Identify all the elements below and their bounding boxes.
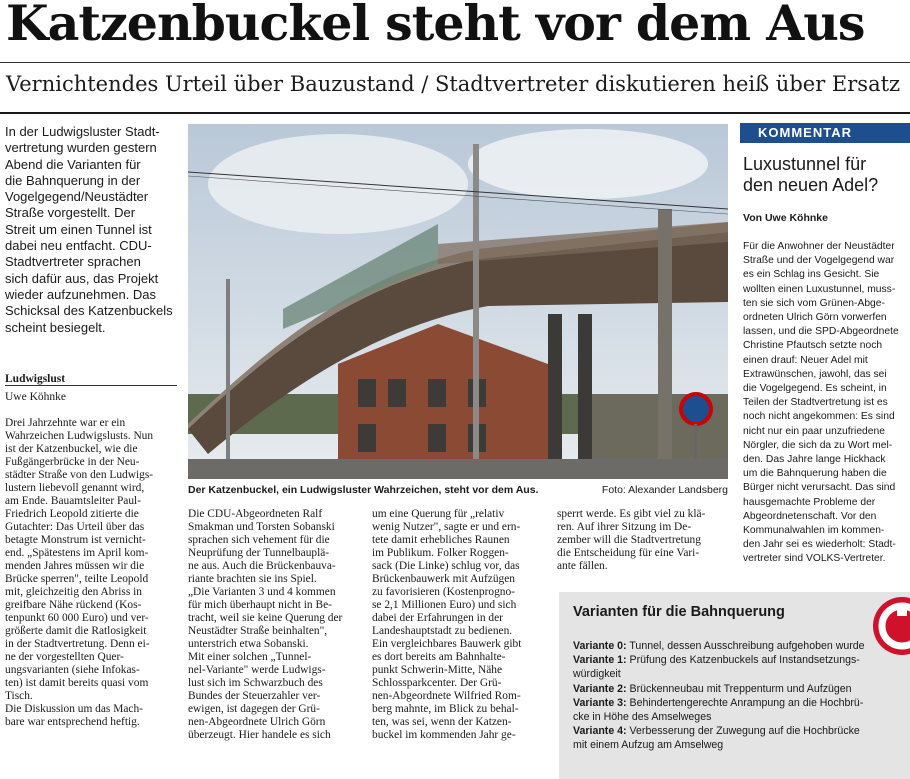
text-line: größerte damit die Ratlosigkeit [5,625,147,637]
kommentar-title [743,154,878,196]
lead-line: Abend die Varianten für [5,156,141,172]
variant-text: Prüfung des Katzenbuckels auf Instandsetzungs- [629,654,860,667]
text-line: Neuprüfung der Tunnelbauplä- [188,547,330,559]
text-line: Kommunalwahlen im kommen- [743,525,885,537]
headline: Katzenbuckel steht vor dem Aus [6,0,865,52]
lead-line: Straße vorgestellt. Der [5,205,136,221]
kommentar-badge: KOMMENTAR [740,123,910,143]
text-line: am Ende. Bauamtsleiter Paul- [5,495,142,507]
text-line: Christine Pfautsch setzte noch [743,340,883,352]
variant-label: Variante 0: [573,640,627,652]
text-line: ne der vorgestellten Quer- [5,651,124,663]
text-line: Drei Jahrzehnte war er ein [5,417,126,429]
text-line: hausgemachte Probleme der [743,496,876,508]
text-line: se 2,1 Millionen Euro) und sich [372,599,517,611]
lead-line: wieder aufzunehmen. Das [5,286,157,302]
variant-text: Behindertengerechte Anrampung an die Hochbrü- [629,696,864,709]
text-line: um eine Querung für „relativ [372,508,505,520]
text-line: „Die Varianten 3 und 4 kommen [188,586,336,598]
text-line: Extrawünschen, jawohl, das sei [743,368,887,380]
text-line: end. „Spätestens im April kom- [5,547,149,559]
lead-line: die Bahnquerung in der [5,172,141,188]
text-line: Teilen der Stadtvertretung ist es [743,397,888,409]
variant-text-cont: würdigkeit [573,668,621,681]
text-line: zember will die Stadtvertretung [557,534,701,546]
text-line: buckel im kommenden Jahr ge- [372,729,516,741]
text-line: Die Diskussion um das Mach- [5,703,143,715]
text-line: punkt Schwerin-Mitte, Nähe [372,664,503,676]
variant-list [573,639,909,753]
article-column-2 [188,508,360,742]
text-line: noch nicht angekommen: Es sind [743,411,895,423]
text-line: Mit einer solchen „Tunnel- [188,651,312,663]
text-line: ten sie sich vom Grünen-Abge- [743,297,885,309]
lead-line: Streit um einen Tunnel ist [5,221,152,237]
article-column-4 [557,508,729,573]
text-line: mit, gleichzeitig den Abriss in [5,586,142,598]
text-line: lustern liebevoll genannt wird, [5,482,145,494]
text-line: sack (Die Linke) schlug vor, das [372,560,520,572]
text-line: die Vogelgegend. Es scheint, in [743,383,887,395]
text-line: ten, was sei, wenn der Katzen- [372,716,512,728]
text-line: es dort bereits am Bahnhalte- [372,651,506,663]
article-column-3 [372,508,544,742]
text-line: überzeugt. Hier handele es sich [188,729,331,741]
text-line: ren. Auf ihrer Sitzung im De- [557,521,692,533]
photo-credit: Foto: Alexander Landsberg [601,484,728,496]
lead-line: dabei neu entfacht. CDU- [5,238,152,254]
text-line: ungsvarianten (siehe Infokas- [5,664,140,676]
text-line: den. Das Jahre lange Hickhack [743,454,886,466]
text-line: zu favorisieren (Kostenprogno- [372,586,515,598]
text-line: Schlossparkcenter. Der Grü- [372,677,502,689]
text-line: um die Bahnquerung haben die [743,468,887,480]
caption-text: Der Katzenbuckel, ein Ludwigsluster Wahrzeichen, steht vor dem Aus. [188,484,539,496]
text-line: tenpunkt 60 000 Euro) und ver- [5,612,149,624]
text-line: sprachen sich vehement für die [188,534,330,546]
text-line: ne aus. Auch die Brückenbauva- [188,560,336,572]
text-line: betagte Monstrum ist vernicht- [5,534,146,546]
byline-place: Ludwigslust [5,373,66,385]
text-line: sperrt werde. Es gibt viel zu klä- [557,508,706,520]
text-line: einen drauf: Neuer Adel mit [743,354,868,366]
kommentar-body [743,240,910,567]
variant-label: Variante 2: [573,682,627,695]
text-line: Bundes der Steuerzahler ver- [188,690,321,702]
photo-caption [188,484,728,496]
text-line: Landeshauptstadt zu bedienen. [372,625,513,637]
text-line: Straße und der Vogelgegend war [743,255,895,267]
text-line: riante brachten sie ins Spiel. [188,573,317,585]
text-line: Tisch. [5,690,33,702]
text-line: Die CDU-Abgeordneten Ralf [188,508,323,520]
lead-line: Schicksal des Katzenbuckels [5,303,173,319]
variant-text-cont: mit einem Aufzug am Amselweg [573,739,724,752]
subhead-rule [0,112,910,114]
text-line: lassen, und die SPD-Abgeordnete [743,326,899,338]
variant-item [573,682,909,696]
kommentar-title-line: den neuen Adel? [743,175,879,195]
variant-text: Tunnel, dessen Ausschreibung aufgehoben wurde [629,640,865,652]
byline-rule [5,385,177,386]
text-line: greifbare Nähe rückend (Kos- [5,599,142,611]
variant-label: Variante 3: [573,696,627,709]
text-line: vertreter sind VOLKS-Vertreter. [743,553,886,565]
text-line: tete damit erhebliches Raunen [372,534,510,546]
text-line: Friedrich Leopold zitierte die [5,508,139,520]
text-line: Brückenbauwerk mit Aufzügen [372,573,515,585]
lead-line: scheint besiegelt. [5,319,106,335]
text-line: Für die Anwohner der Neustädter [743,241,895,252]
text-line: wollten einen Luxustunnel, muss- [743,283,896,295]
text-line: für mich überhaupt nicht in Be- [188,599,332,611]
variant-text: Brückenneubau mit Treppenturm und Aufzügen [629,682,852,695]
lead-line: Vogelgegend/Neustädter [5,189,149,205]
lead-line: In der Ludwigsluster Stadt- [5,124,160,139]
text-line: Nörgler, die sich da zu Wort mel- [743,439,893,451]
text-line: Wahrzeichen Ludwigslusts. Nun [5,430,154,442]
text-line: nel-Variante" werde Ludwigs- [188,664,326,676]
text-line: nicht nur ein paar unzufriedene [743,425,885,437]
text-line: in der Stadtvertretung. Denn ei- [5,638,150,650]
variant-item [573,724,909,752]
text-line: ten) ist damit bereits quasi vom [5,677,149,689]
text-line: dabei der Erfahrungen in der [372,612,503,624]
article-column-1 [5,417,173,729]
kommentar-title-line: Luxustunnel für [743,154,867,174]
variant-label: Variante 1: [573,654,627,667]
text-line: menden Jahres müssen wir die [5,560,145,572]
byline-author: Uwe Köhnke [5,391,66,403]
subheadline: Vernichtendes Urteil über Bauzustand / Stadtvertreter diskutieren heiß über Ersatz [6,72,901,96]
text-line: Brücke sperren", teilte Leopold [5,573,149,585]
text-line: Bürger nicht verursacht. Das sind [743,482,896,494]
text-line: ewigen, ist dagegen der Grü- [188,703,320,715]
text-line: Ein vergleichbares Bauwerk gibt [372,638,522,650]
text-line: Abgeordnetenschaft. Vor den [743,510,877,522]
text-line: bare war entsprechend heftig. [5,716,140,728]
text-line: es ein Schlag ins Gesicht. Sie [743,269,880,281]
bridge-photo [188,124,728,479]
variant-text-cont: cke in Höhe des Amselweges [573,711,712,724]
text-line: nen-Abgeordnete Ulrich Görn [188,716,326,728]
lead-line: Stadtvertreter sprachen [5,254,141,270]
text-line: tracht, weil sie keine Querung der [188,612,343,624]
info-box-title: Varianten für die Bahnquerung [573,604,785,620]
text-line: Neustädter Straße beinhalten", [188,625,328,637]
text-line: den Jahr sei es wiederholt: Stadt- [743,539,896,551]
variant-label: Variante 4: [573,725,627,738]
variant-text: Verbesserung der Zuwegung auf die Hochbrücke [629,725,860,738]
text-line: ante fällen. [557,560,608,572]
text-line: Gutachter: Das Urteil über das [5,521,145,533]
text-line: wenig Nutzer", sagte er und ern- [372,521,521,533]
text-line: die Entscheidung für eine Vari- [557,547,700,559]
text-line: ordneten Ulrich Görn vorwerfen [743,312,887,324]
headline-rule [0,62,910,63]
lead-paragraph [5,124,177,336]
text-line: lust sich im Schwarzbuch des [188,677,323,689]
lead-line: sich dafür aus, das Projekt [5,270,159,286]
variant-item [573,639,909,653]
kommentar-author: Von Uwe Köhnke [743,212,828,224]
text-line: Smakman und Torsten Sobanski [188,521,335,533]
text-line: Fußgängerbrücke in der Neu- [5,456,140,468]
text-line: unterstrich etwa Sobanski. [188,638,309,650]
variant-item [573,696,909,724]
text-line: im Publikum. Folker Roggen- [372,547,509,559]
variant-item [573,653,909,681]
text-line: nen-Abgeordnete Wilfried Rom- [372,690,521,702]
text-line: ist der Katzenbuckel, wie die [5,443,138,455]
text-line: berg mahnte, im Blick zu behal- [372,703,519,715]
text-line: städter Straße von den Ludwigs- [5,469,154,481]
lead-line: vertretung wurden gestern [5,140,157,156]
